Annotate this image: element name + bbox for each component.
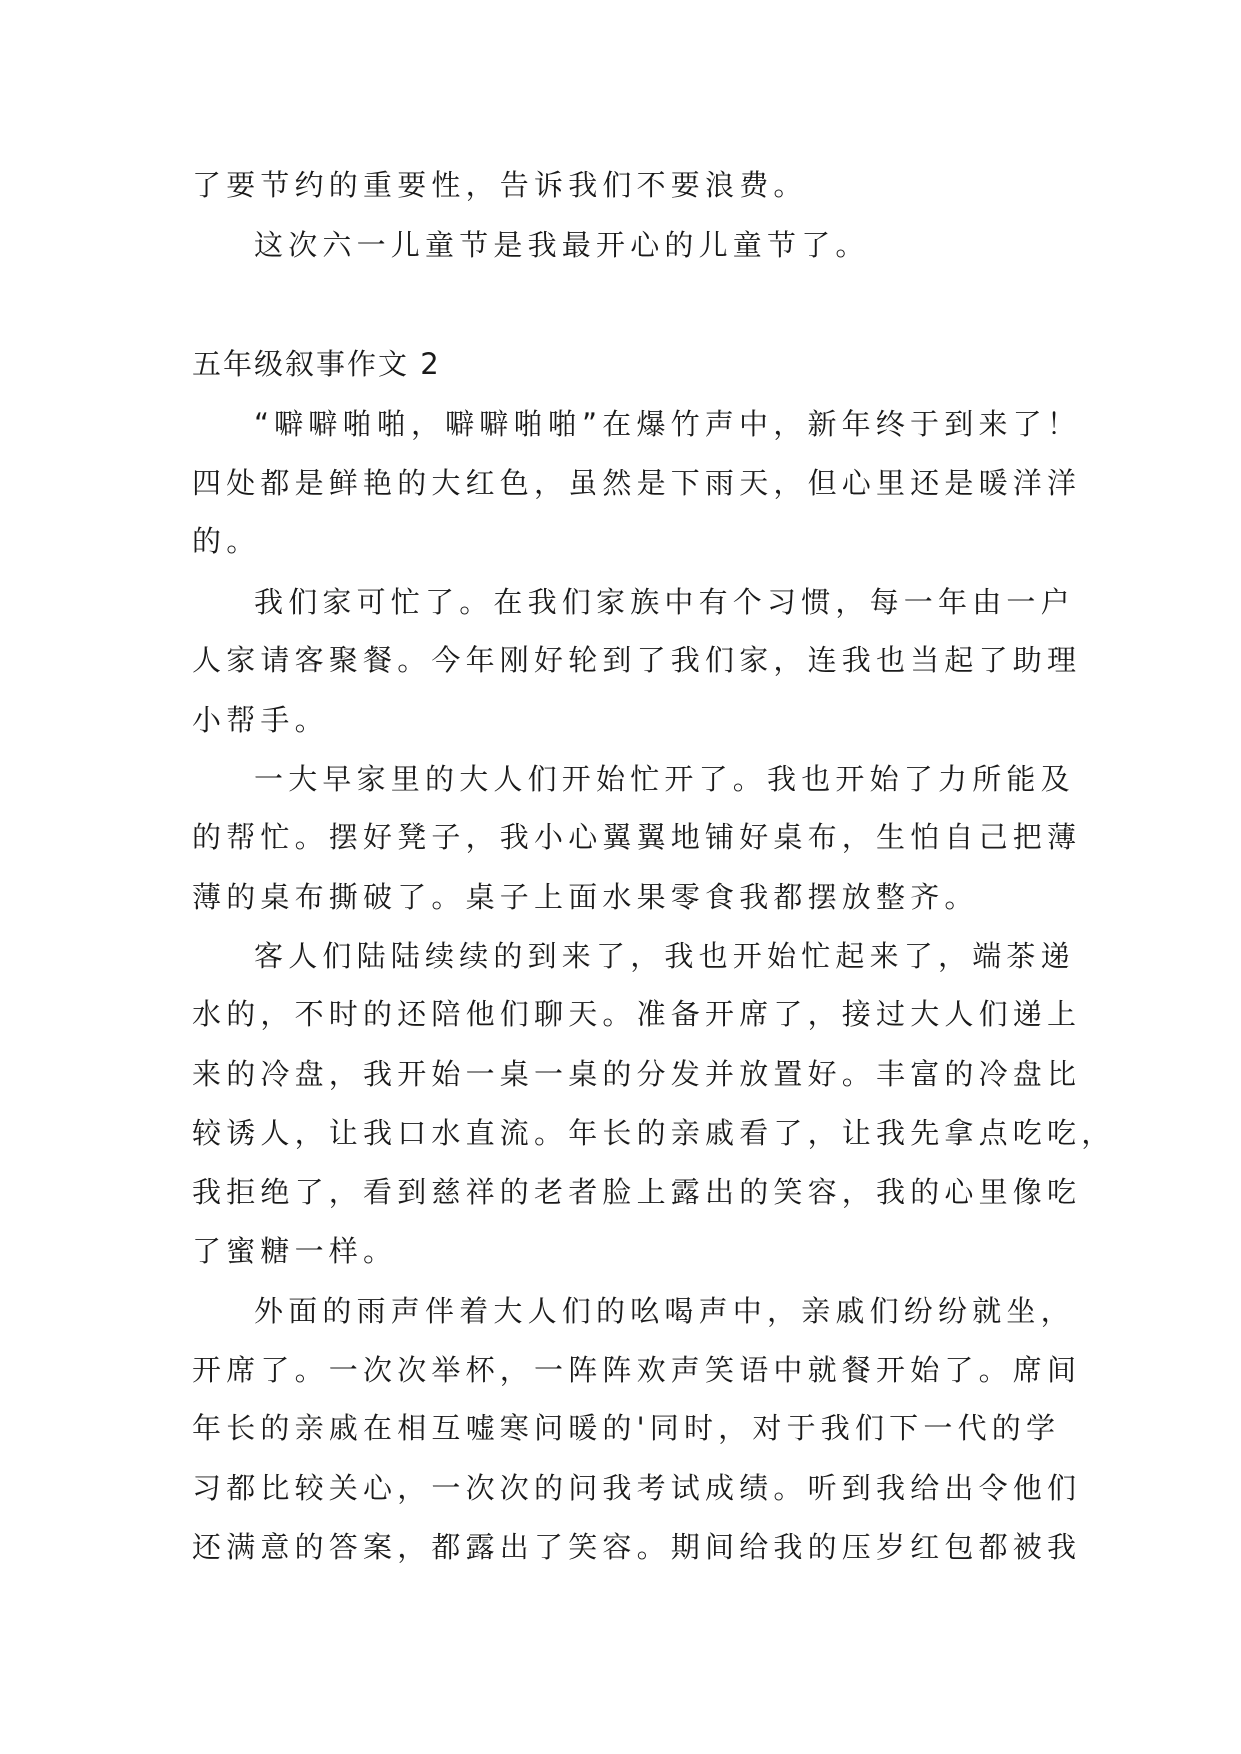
text-line: 来的冷盘，我开始一桌一桌的分发并放置好。丰富的冷盘比	[192, 1057, 1082, 1091]
text-line: 客人们陆陆续续的到来了，我也开始忙起来了，端茶递	[254, 939, 1075, 973]
text-line: 外面的雨声伴着大人们的吆喝声中，亲戚们纷纷就坐，	[254, 1294, 1075, 1328]
text-line: 薄的桌布撕破了。桌子上面水果零食我都摆放整齐。	[192, 880, 979, 914]
text-line: 还满意的答案，都露出了笑容。期间给我的压岁红包都被我	[192, 1530, 1082, 1564]
text-line: 的。	[192, 524, 261, 558]
text-line: 人家请客聚餐。今年刚好轮到了我们家，连我也当起了助理	[192, 643, 1082, 677]
text-line: 的帮忙。摆好凳子，我小心翼翼地铺好桌布，生怕自己把薄	[192, 820, 1082, 854]
text-line: 习都比较关心，一次次的问我考试成绩。听到我给出令他们	[192, 1471, 1082, 1505]
text-line: 了蜜糖一样。	[192, 1234, 398, 1268]
section-heading: 五年级叙事作文 2	[192, 347, 441, 381]
text-line: 我拒绝了，看到慈祥的老者脸上露出的笑容，我的心里像吃	[192, 1175, 1082, 1209]
text-line: 我们家可忙了。在我们家族中有个习惯，每一年由一户	[254, 585, 1075, 619]
text-line: 较诱人，让我口水直流。年长的亲戚看了，让我先拿点吃吃，	[192, 1116, 1116, 1150]
text-line: 开席了。一次次举杯，一阵阵欢声笑语中就餐开始了。席间	[192, 1353, 1082, 1387]
text-line: 一大早家里的大人们开始忙开了。我也开始了力所能及	[254, 762, 1075, 796]
text-line: “噼噼啪啪，噼噼啪啪”在爆竹声中，新年终于到来了！	[254, 407, 1082, 441]
text-line: 四处都是鲜艳的大红色，虽然是下雨天，但心里还是暖洋洋	[192, 466, 1082, 500]
text-line: 这次六一儿童节是我最开心的儿童节了。	[254, 228, 870, 262]
text-line: 水的，不时的还陪他们聊天。准备开席了，接过大人们递上	[192, 997, 1082, 1031]
text-line: 小帮手。	[192, 703, 329, 737]
text-line: 了要节约的重要性，告诉我们不要浪费。	[192, 168, 808, 202]
text-line: 年长的亲戚在相互嘘寒问暖的'同时，对于我们下一代的学	[192, 1411, 1061, 1445]
